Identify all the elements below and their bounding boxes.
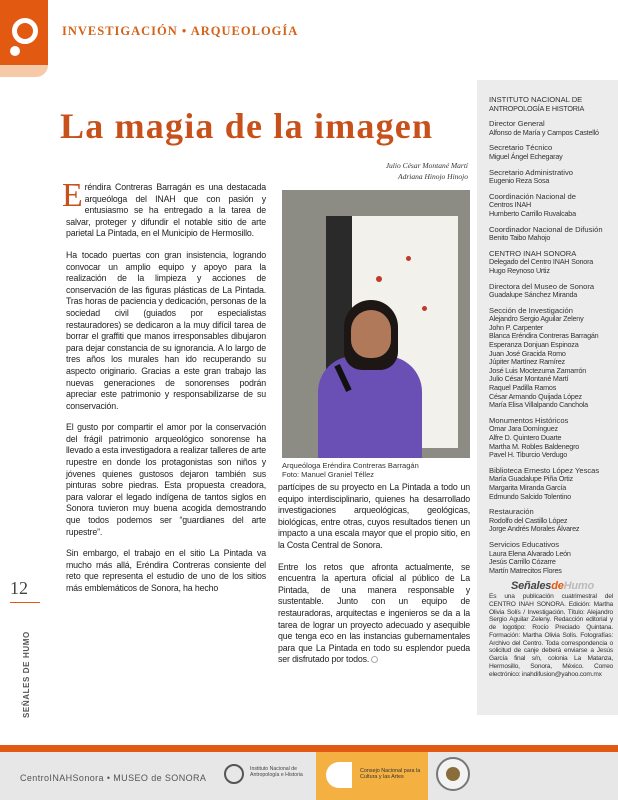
credits-line: María Elisa Villalpando Canchola [489, 400, 588, 410]
publication-brand: SeñalesdeHumo [511, 580, 594, 593]
footer-museum-text: CentroINAHSonora • MUSEO de SONORA [20, 773, 207, 783]
credits-line: John P. Carpenter [489, 322, 544, 332]
logo-ring-icon [12, 18, 38, 44]
credits-line: Pavel H. Tiburcio Verdugo [489, 450, 568, 460]
credits-line: Laura Elena Alvarado León [489, 548, 571, 558]
author-1: Julio César Montané Martí [385, 161, 468, 170]
page-rule [10, 602, 40, 603]
credits-line: Humberto Carrillo Ruvalcaba [489, 208, 576, 218]
credits-group [489, 193, 613, 219]
colophon: Es una publicación cuatrimestral del CENTRO INAH SONORA. Edición: Martha Olivia Solís / Investigación. Título: Alejandro Sergio Aguilar Zeleny. Redacción editorial y de logotipo: Rocío Preciado Quintana. Formación: Martha Olivia Solís. Fotografías: Archivo del Centro. Toda correspondencia o solicitud de canje deberá enviarse a Jesús García final s/n, colonia La Matanza, Hermosillo, Sonora, México. Correo electrónico: inahdifusion@yahoo.com.mx [489, 592, 613, 678]
credits-line: Rodolfo del Castillo López [489, 515, 568, 525]
credits-line: Alejandro Sergio Aguilar Zeleny [489, 314, 584, 324]
credits-heading: Secretario Técnico [489, 143, 553, 153]
credits-heading: CENTRO INAH SONORA [489, 248, 577, 258]
credits-line: Jesús Carrillo Cózarre [489, 557, 556, 567]
credits-line: Edmundo Salcido Tolentino [489, 491, 571, 501]
credits-heading: Servicios Educativos [489, 539, 560, 549]
article-column-2 [278, 482, 470, 676]
credits-heading: Director General [489, 119, 545, 129]
footer-stripe [0, 745, 618, 752]
credits-line: Benito Taibo Mahojo [489, 233, 551, 243]
credits-heading: INSTITUTO NACIONAL DE [489, 95, 583, 104]
credits-heading: Coordinación Nacional de [489, 191, 576, 201]
credits-line: Martín Matrecitos Flores [489, 565, 562, 575]
credits-line: Jorge Andrés Morales Álvarez [489, 524, 580, 534]
credits-line: Eugenio Reza Sosa [489, 176, 550, 186]
credits-heading: Coordinador Nacional de Difusión [489, 224, 603, 234]
inah-emblem-icon [224, 764, 244, 784]
credits-group [489, 417, 613, 460]
credits-group [489, 283, 613, 300]
credits-line: ANTROPOLOGÍA E HISTORIA [489, 103, 585, 113]
credits-line: María Guadalupe Piña Ortiz [489, 474, 573, 484]
credits-line: Hugo Reynoso Urtiz [489, 265, 550, 275]
end-mark-icon [371, 656, 378, 663]
credits-list [489, 96, 613, 575]
article-authors [386, 160, 468, 182]
credits-heading: Monumentos Históricos [489, 415, 569, 425]
page-number: 12 [10, 578, 28, 598]
credits-line: Julio César Montané Martí [489, 374, 569, 384]
mexico-seal-icon [436, 757, 470, 791]
credits-line: César Armando Quijada López [489, 391, 582, 401]
credits-line: Blanca Eréndira Contreras Barragán [489, 331, 599, 341]
credits-heading: Sección de Investigación [489, 305, 574, 315]
credits-group [489, 541, 613, 575]
author-2: Adriana Hinojo Hinojo [397, 172, 468, 181]
credits-heading: Secretario Administrativo [489, 167, 573, 177]
paragraph-6: Entre los retos que afronta actualmente, se encuentra la apertura oficial al público de La Pintada, de una manera responsable y sustentable. Junto con un equipo de restauradoras, arquitectas e ingenieros se da a la tarea de lograr un proyecto adecuado y asequible que tenga eco en las instancias gubernamentales para que La Pintada en todo su esplendor pueda ser disfrutado por todos. [278, 561, 470, 665]
credits-line: Raquel Padilla Ramos [489, 383, 557, 393]
credits-line: Juan José Gracida Romo [489, 348, 566, 358]
inah-logo: Instituto Nacional de Antropología e Historia [224, 760, 310, 794]
credits-sidebar [477, 80, 618, 715]
article-column-1 [62, 177, 266, 605]
credits-group [489, 226, 613, 243]
credits-group [489, 144, 613, 161]
credits-heading: Restauración [489, 507, 534, 517]
photo-caption: Arqueóloga Eréndira Contreras Barragán Foto: Manuel Graniel Téllez [282, 461, 419, 479]
credits-line: Miguel Ángel Echegaray [489, 151, 563, 161]
paragraph-2: Ha tocado puertas con gran insistencia, logrando convocar un amplio equipo y apoyo para la realización de la limpieza y acciones de conservación de las figuras plásticas de La Pintada. Tras horas de paciencia y dedicación, personas de la sociedad civil (guiados por especialistas restauradores) se dedicaron a la muy difícil tarea de borrar el graffiti que manos irresponsables dibujaron para dejar constancia de su ignorancia. A lo largo de tres años los murales han ido recuperando su aspecto originario. Gracias a este gran trabajo las nuevas generaciones de sonorenses podrán apreciar este patrimonio y responsabilizarse de su conservación. [66, 249, 266, 411]
credits-group [489, 120, 613, 137]
credits-heading: Biblioteca Ernesto López Yescas [489, 465, 600, 475]
credits-group [489, 508, 613, 534]
credits-line: Martha M. Robles Baldenegro [489, 441, 580, 451]
credits-line: José Luis Moctezuma Zamarrón [489, 365, 587, 375]
credits-heading: Directora del Museo de Sonora [489, 281, 595, 291]
credits-line: Margarita Miranda García [489, 482, 567, 492]
credits-line: Guadalupe Sánchez Miranda [489, 290, 578, 300]
paragraph-3: El gusto por compartir el amor por la conservación del frágil patrimonio arqueológico sonorense ha llevado a esta investigadora a realizar talleres de arte rupestre en donde los protagonistas son niños y jóvenes quienes gustosos dejaron también sus pinturas sobre piedras. Esta propuesta creadora, para valorar el legado indígena de tantos siglos en Sonora tuvieron muy buena acogida demostrando que todos podemos ser “guardianes del arte rupestre”. [66, 422, 266, 537]
vertical-publication-label: SEÑALES DE HUMO [22, 631, 31, 718]
credits-group [489, 96, 613, 113]
section-label: INVESTIGACIÓN • ARQUEOLOGÍA [62, 24, 299, 38]
credits-line: Júpiter Martínez Ramírez [489, 357, 565, 367]
credits-group [489, 169, 613, 186]
article-photo [282, 190, 470, 458]
credits-line: Alfre D. Quintero Duarte [489, 433, 562, 442]
credits-group [489, 250, 613, 276]
conaculta-logo: Consejo Nacional para la Cultura y las Artes [316, 752, 428, 800]
logo-swoosh [0, 65, 48, 77]
paragraph-4: Sin embargo, el trabajo en el sitio La Pintada va mucho más allá, Eréndira Contreras consiente del reto que representa el estudio de uno de los sitios más emblemáticos de Sonora, ha hecho [66, 548, 266, 593]
credits-line: Alfonso de María y Campos Castelló [489, 127, 599, 137]
credits-line: Omar Jara Domínguez [489, 424, 558, 434]
credits-line: Esperanza Donjuan Espinoza [489, 340, 579, 350]
publication-logo [0, 0, 48, 65]
dropcap: E [62, 177, 83, 214]
paragraph-5: partícipes de su proyecto en La Pintada a todo un equipo interdisciplinario, quienes ha desarrollado investigaciones arqueológicas, geológicas, biológicas, entre otras, cuyos resultados tienen un impacto a una escala mayor que el propio sitio, en la Costa Central de Sonora. [278, 482, 470, 550]
credits-line: Delegado del Centro INAH Sonora [489, 257, 594, 267]
credits-group [489, 307, 613, 410]
article-title: La magia de la imagen [60, 106, 434, 146]
credits-line: Centros INAH [489, 200, 531, 210]
ca-logo-icon [326, 762, 352, 788]
speaker-figure [310, 300, 430, 458]
logo-dot-icon [10, 46, 20, 56]
paragraph-1: Eréndira Contreras Barragán es una destacada arqueóloga del INAH que con pasión y entusiasmo se ha entregado a la tarea de salvar, proteger y difundir el notable sitio de arte parietal La Pintada, en el Municipio de Hermosillo. [62, 177, 266, 239]
credits-group [489, 467, 613, 501]
